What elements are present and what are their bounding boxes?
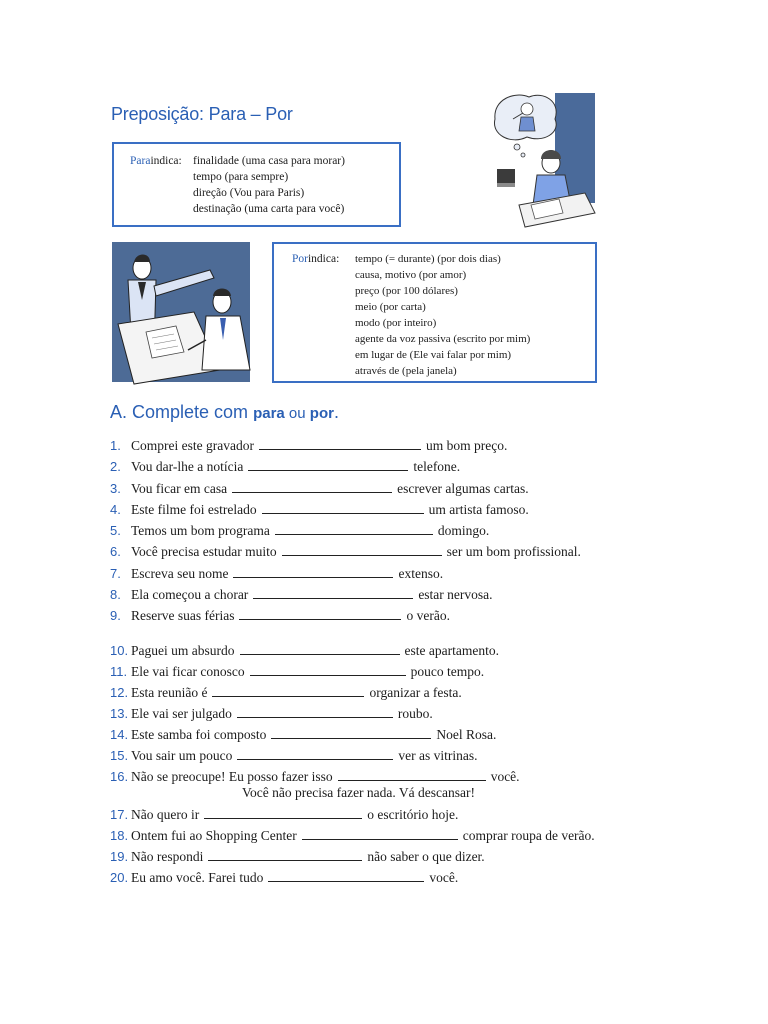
exercise-continuation: Você não precisa fazer nada. Vá descansar! (242, 785, 476, 800)
answer-blank[interactable] (271, 726, 431, 739)
exercise-text-before: Ela começou a chorar (131, 587, 249, 602)
exercise-text-before: Vou ficar em casa (131, 481, 228, 496)
por-row-8 (292, 363, 595, 379)
para-lead (130, 153, 193, 169)
exercise-text-after: um bom preço. (425, 438, 508, 453)
para-usage-item: direção (Vou para Paris) (193, 187, 305, 199)
exercise-item (110, 869, 458, 886)
answer-blank[interactable] (232, 480, 392, 493)
para-row-3 (130, 185, 399, 201)
exercise-text-after: ver as vitrinas. (398, 748, 478, 763)
exercise-text-after: não saber o que dizer. (367, 849, 485, 864)
exercise-text-after: domingo. (437, 523, 490, 538)
exercise-text-after: você. (429, 870, 459, 885)
por-row-2 (292, 267, 595, 283)
exercise-item (110, 684, 462, 701)
exercise-title-prefix: A. Complete com (110, 402, 254, 422)
para-row-1 (130, 153, 399, 169)
por-usage-item: preço (por 100 dólares) (355, 285, 458, 297)
exercise-text-before: Não respondi (131, 849, 204, 864)
exercise-text-after: um artista famoso. (428, 502, 529, 517)
exercise-text-before: Este samba foi composto (131, 727, 267, 742)
exercise-text-after: extenso. (398, 566, 444, 581)
exercise-item (110, 768, 520, 800)
answer-blank[interactable] (262, 501, 424, 514)
exercise-number: 15. (110, 748, 129, 763)
exercise-text-after: roubo. (397, 706, 433, 721)
por-row-3 (292, 283, 595, 299)
para-usage-item: tempo (para sempre) (193, 171, 289, 183)
answer-blank[interactable] (302, 827, 458, 840)
exercise-text-before: Ele vai ficar conosco (131, 664, 245, 679)
exercise-number: 7. (110, 566, 121, 581)
exercise-text-after: pouco tempo. (410, 664, 485, 679)
para-keyword: Para (130, 155, 151, 167)
exercise-item (110, 543, 581, 560)
exercise-text-before: Não quero ir (131, 807, 200, 822)
exercise-number: 17. (110, 807, 129, 822)
por-row-7 (292, 347, 595, 363)
exercise-item (110, 565, 443, 582)
answer-blank[interactable] (338, 768, 486, 781)
boss-employee-drawing (110, 240, 254, 386)
para-definition-box (112, 142, 401, 227)
exercise-text-before: Escreva seu nome (131, 566, 229, 581)
exercise-item (110, 726, 496, 743)
por-indica-label: indica: (307, 253, 340, 265)
para-usage-item: finalidade (uma casa para morar) (193, 155, 345, 167)
por-row-5 (292, 315, 595, 331)
exercise-number: 14. (110, 727, 129, 742)
exercise-item (110, 480, 529, 497)
exercise-item (110, 437, 507, 454)
page-title: Preposição: Para – Por (111, 104, 293, 124)
boss-employee-illustration (110, 240, 254, 386)
exercise-title (110, 402, 339, 423)
por-row-4 (292, 299, 595, 315)
student-dreaming-illustration (489, 89, 601, 233)
exercise-text-after: escrever algumas cartas. (397, 481, 529, 496)
answer-blank[interactable] (240, 642, 400, 655)
answer-blank[interactable] (275, 522, 433, 535)
exercise-number: 3. (110, 481, 121, 496)
answer-blank[interactable] (282, 543, 442, 556)
exercise-text-before: Eu amo você. Farei tudo (131, 870, 264, 885)
exercise-number: 9. (110, 608, 121, 623)
exercise-text-after: o escritório hoje. (367, 807, 459, 822)
exercise-text-before: Reserve suas férias (131, 608, 235, 623)
por-definition-box (272, 242, 597, 383)
por-usage-item: modo (por inteiro) (355, 317, 437, 329)
para-row-4 (130, 201, 399, 217)
exercise-text-after: estar nervosa. (418, 587, 493, 602)
exercise-number: 20. (110, 870, 129, 885)
para-row-2 (130, 169, 399, 185)
exercise-text-before: Comprei este gravador (131, 438, 254, 453)
answer-blank[interactable] (237, 747, 393, 760)
por-usage-item: tempo (= durante) (por dois dias) (355, 253, 501, 265)
exercise-text-after: você. (490, 769, 520, 784)
exercise-text-before: Vou dar-lhe a notícia (131, 459, 244, 474)
answer-blank[interactable] (233, 565, 393, 578)
exercise-text-before: Paguei um absurdo (131, 643, 235, 658)
por-keyword: Por (292, 253, 308, 265)
exercise-title-por: por (309, 405, 334, 422)
exercise-number: 18. (110, 828, 129, 843)
exercise-number: 4. (110, 502, 121, 517)
student-dreaming-drawing (489, 89, 601, 233)
answer-blank[interactable] (259, 437, 421, 450)
exercise-number: 16. (110, 769, 129, 784)
exercise-text-after: telefone. (413, 459, 461, 474)
answer-blank[interactable] (204, 806, 362, 819)
exercise-number: 2. (110, 459, 121, 474)
exercise-number: 5. (110, 523, 121, 538)
exercise-number: 10. (110, 643, 129, 658)
exercise-item (110, 747, 477, 764)
exercise-number: 8. (110, 587, 121, 602)
answer-blank[interactable] (212, 684, 364, 697)
exercise-number: 19. (110, 849, 129, 864)
exercise-title-ou: ou (284, 405, 310, 422)
exercise-text-after: Noel Rosa. (436, 727, 497, 742)
exercise-number: 12. (110, 685, 129, 700)
exercise-item (110, 522, 489, 539)
por-usage-item: causa, motivo (por amor) (355, 269, 467, 281)
exercise-number: 13. (110, 706, 129, 721)
exercise-text-before: Temos um bom programa (131, 523, 270, 538)
por-usage-item: agente da voz passiva (escrito por mim) (355, 333, 531, 345)
answer-blank[interactable] (237, 705, 393, 718)
exercise-text-after: ser um bom profissional. (446, 544, 581, 559)
exercise-text-before: Ele vai ser julgado (131, 706, 232, 721)
exercise-text-before: Ontem fui ao Shopping Center (131, 828, 297, 843)
exercise-item (110, 827, 595, 844)
exercise-text-before: Você precisa estudar muito (131, 544, 277, 559)
answer-blank[interactable] (268, 869, 424, 882)
exercise-text-before: Não se preocupe! Eu posso fazer isso (131, 769, 333, 784)
exercise-text-after: o verão. (406, 608, 450, 623)
exercise-title-para: para (253, 405, 285, 422)
exercise-number: 1. (110, 438, 121, 453)
exercise-title-period: . (333, 402, 339, 422)
por-row-6 (292, 331, 595, 347)
por-lead (292, 251, 355, 267)
answer-blank[interactable] (208, 848, 362, 861)
exercise-text-after: este apartamento. (404, 643, 499, 658)
exercise-item (110, 458, 460, 475)
answer-blank[interactable] (253, 586, 413, 599)
exercise-item (110, 705, 433, 722)
exercise-item (110, 586, 493, 603)
exercise-item (110, 848, 485, 865)
por-row-1 (292, 251, 595, 267)
answer-blank[interactable] (248, 458, 408, 471)
por-usage-item: meio (por carta) (355, 301, 426, 313)
para-indica-label: indica: (150, 155, 182, 167)
exercise-text-before: Esta reunião é (131, 685, 208, 700)
exercise-item (110, 642, 499, 659)
para-usage-item: destinação (uma carta para você) (193, 203, 345, 215)
por-usage-item: em lugar de (Ele vai falar por mim) (355, 349, 512, 361)
exercise-text-before: Este filme foi estrelado (131, 502, 257, 517)
exercise-item (110, 806, 458, 823)
exercise-item (110, 663, 484, 680)
por-usage-item: através de (pela janela) (355, 365, 457, 377)
exercise-number: 6. (110, 544, 121, 559)
exercise-text-before: Vou sair um pouco (131, 748, 233, 763)
answer-blank[interactable] (250, 663, 406, 676)
exercise-item (110, 501, 529, 518)
exercise-number: 11. (110, 664, 128, 679)
answer-blank[interactable] (239, 607, 401, 620)
exercise-item (110, 607, 450, 624)
exercise-text-after: organizar a festa. (369, 685, 462, 700)
exercise-text-after: comprar roupa de verão. (462, 828, 595, 843)
